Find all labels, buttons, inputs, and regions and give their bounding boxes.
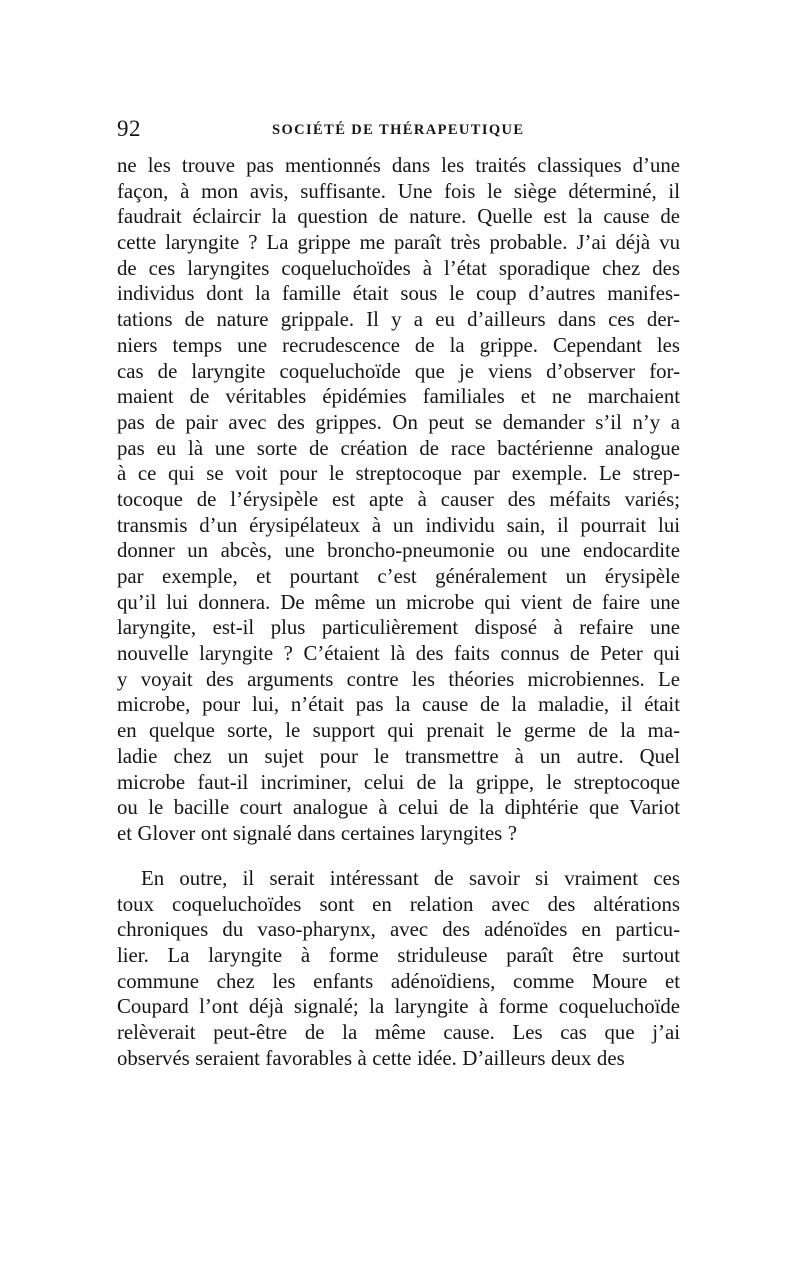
running-head (117, 114, 682, 144)
text-line: individus dont la famille était sous le coup d’autres manifes- (117, 282, 680, 306)
text-line: pas de pair avec des grippes. On peut se demander s’il n’y a (117, 410, 680, 434)
text-line: niers temps une recrudescence de la grippe. Cependant les (117, 333, 680, 357)
text-line: cette laryngite ? La grippe me paraît très probable. J’ai déjà vu (117, 231, 680, 255)
text-line: laryngite, est-il plus particulièrement disposé à refaire une (117, 616, 680, 640)
text-line: ne les trouve pas mentionnés dans les traités classiques d’une (117, 154, 680, 177)
text-line: ou le bacille court analogue à celui de la diphtérie que Variot (117, 796, 680, 820)
text-line: faudrait éclaircir la question de nature. Quelle est la cause de (117, 205, 680, 229)
text-line: maient de véritables épidémies familiales et ne marchaient (117, 385, 680, 409)
text-line: chroniques du vaso-pharynx, avec des adénoïdes en particu- (117, 918, 680, 942)
text-line: microbe faut-il incriminer, celui de la grippe, le streptocoque (117, 770, 680, 794)
text-line: en quelque sorte, le support qui prenait le germe de la ma- (117, 719, 680, 743)
text-line: par exemple, et pourtant c’est généralement un érysipèle (117, 565, 680, 588)
paragraph-2 (117, 866, 680, 1072)
text-line: à ce qui se voit pour le streptocoque par exemple. Le strep- (117, 462, 680, 486)
text-line: microbe, pour lui, n’était pas la cause de la maladie, il était (117, 693, 680, 717)
text-line: de ces laryngites coqueluchoïdes à l’état sporadique chez des (117, 256, 680, 280)
text-line: façon, à mon avis, suffisante. Une fois le siège déterminé, il (117, 179, 680, 203)
text-line: tocoque de l’érysipèle est apte à causer des méfaits variés; (117, 487, 680, 511)
running-title: SOCIÉTÉ DE THÉRAPEUTIQUE (272, 122, 525, 138)
text-line: transmis d’un érysipélateux à un individu sain, il pourrait lui (117, 513, 680, 537)
text-line: donner un abcès, une broncho-pneumonie ou une endocardite (117, 539, 680, 563)
text-line: qu’il lui donnera. De même un microbe qui vient de faire une (117, 590, 680, 614)
text-line: cas de laryngite coqueluchoïde que je viens d’observer for- (117, 359, 680, 383)
text-line: Coupard l’ont déjà signalé; la laryngite à forme coqueluchoïde (117, 995, 680, 1019)
text-line: nouvelle laryngite ? C’étaient là des faits connus de Peter qui (117, 642, 680, 666)
text-line: commune chez les enfants adénoïdiens, comme Moure et (117, 969, 680, 993)
paragraph-1 (117, 153, 680, 847)
text-line: toux coqueluchoïdes sont en relation avec des altérations (117, 892, 680, 916)
text-line: observés seraient favorables à cette idée. D’ailleurs deux des (117, 1046, 625, 1070)
text-line: En outre, il serait intéressant de savoir si vraiment ces (141, 867, 680, 890)
text-line: et Glover ont signalé dans certaines laryngites ? (117, 821, 517, 845)
text-line: tations de nature grippale. Il y a eu d’ailleurs dans ces der- (117, 308, 680, 332)
page-number: 92 (117, 116, 141, 141)
text-line: y voyait des arguments contre les théories microbiennes. Le (117, 667, 680, 691)
text-line: relèverait peut-être de la même cause. Les cas que j’ai (117, 1021, 680, 1045)
text-line: pas eu là une sorte de création de race bactérienne analogue (117, 436, 680, 460)
text-line: lier. La laryngite à forme striduleuse paraît être surtout (117, 944, 680, 968)
text-line: ladie chez un sujet pour le transmettre à un autre. Quel (117, 744, 680, 768)
